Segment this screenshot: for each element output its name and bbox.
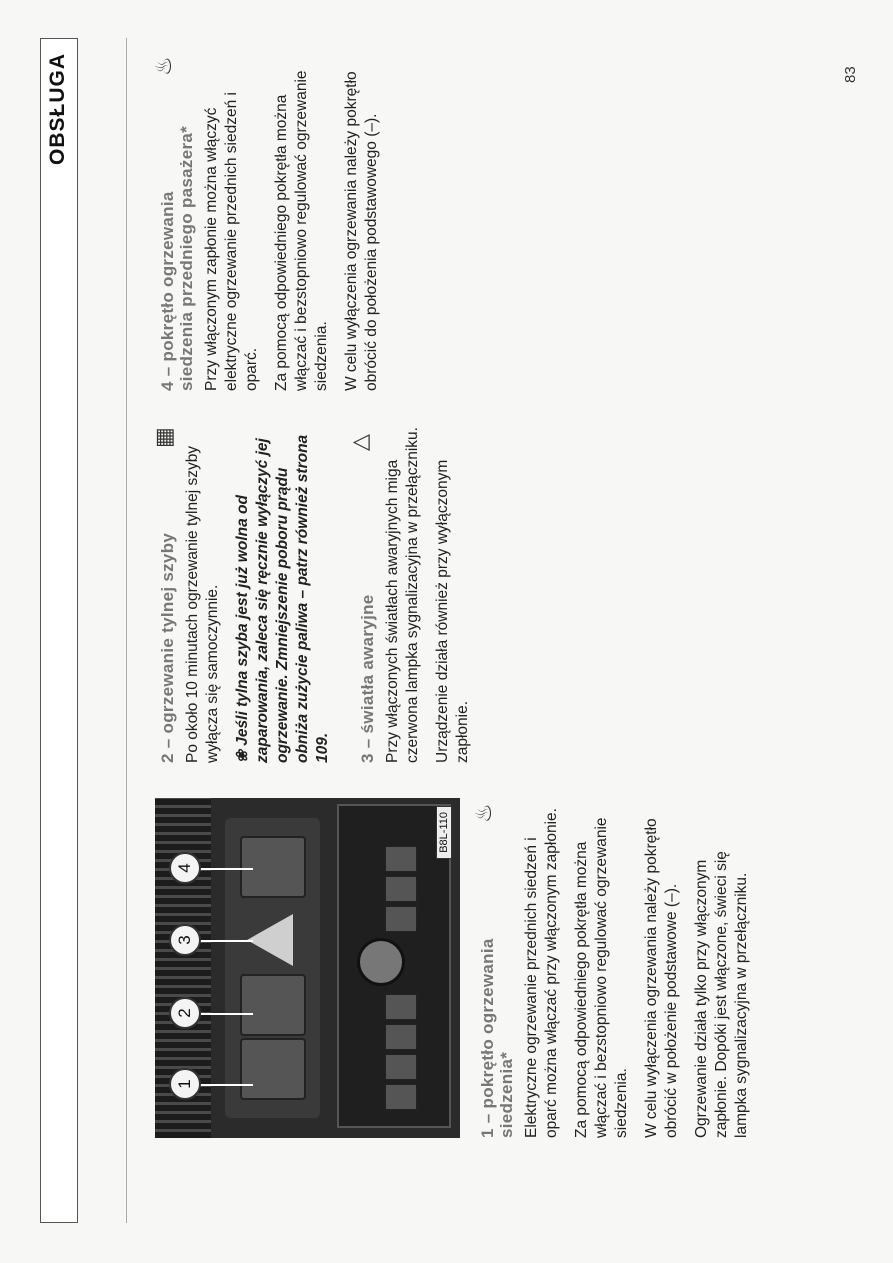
paragraph: Przy włączonym zapłonie można włączyć elektryczne ogrzewanie przednich siedzeń i oparć. [203, 92, 260, 391]
page-header [40, 38, 78, 1223]
seat-heat-switch-left [240, 1038, 306, 1100]
seat-heating-icon: ♨ [471, 803, 496, 823]
seat-heating-icon: ♨ [151, 56, 176, 76]
paragraph: Za pomocą odpowiedniego pokrętła można włączać i bezstopniowo regulować ogrzewanie siedzenia. [573, 817, 630, 1138]
paragraph: Po około 10 minutach ogrzewanie tylnej szyby wyłącza się samoczynnie. [184, 445, 221, 763]
section-2 [151, 423, 343, 763]
radio-key [385, 1084, 417, 1110]
note-text: Jeśli tylna szyba jest już wolna od zaparowania, zaleca się ręcznie wyłączyć jej ogrzewanie. Zmniejszenie poboru prądu obniża zużycie paliwa – patrz również strona 109. [234, 434, 331, 763]
radio-knob [357, 938, 405, 986]
paragraph: W celu wyłączenia ogrzewania należy pokrętło obrócić w położenie podstawowe (–). [643, 818, 680, 1138]
section-4 [151, 51, 392, 391]
divider [126, 38, 127, 1223]
paragraph: Za pomocą odpowiedniego pokrętła można włączać i bezstopniowo regulować ogrzewanie siedzenia. [273, 70, 330, 391]
section-1 [471, 798, 762, 1138]
page-number: 83 [842, 66, 859, 83]
section-heading: 4 – pokrętło ogrzewania siedzenia przedniego pasażera* [158, 125, 196, 391]
radio-key [385, 1054, 417, 1080]
leaf-icon: ❀ [234, 745, 251, 763]
section-heading: 2 – ogrzewanie tylnej szyby [158, 532, 177, 763]
header-title: OBSŁUGA [46, 53, 69, 165]
dashboard-photo [155, 798, 460, 1138]
paragraph: Urządzenie działa również przy wyłączonym zapłonie. [434, 459, 471, 763]
paragraph: Przy włączonych światłach awaryjnych miga czerwona lampka sygnalizacyjna w przełączniku. [384, 427, 421, 763]
callout-2: 2 [169, 997, 201, 1029]
hazard-switch [247, 914, 293, 966]
paragraph: W celu wyłączenia ogrzewania należy pokrętło obrócić do położenia podstawowego (–). [343, 71, 380, 391]
seat-heat-switch-right [240, 836, 306, 898]
section-heading: 1 – pokrętło ogrzewania siedzenia* [478, 938, 516, 1138]
radio-key [385, 906, 417, 932]
rear-window-heating-icon: ▦ [151, 427, 176, 448]
hazard-triangle-icon: △ [347, 434, 372, 451]
callout-1: 1 [169, 1068, 201, 1100]
environment-note [233, 423, 333, 763]
section-3 [347, 423, 483, 763]
paragraph: Elektryczne ogrzewanie przednich siedzeń i oparć można włączać przy włączonym zapłonie. [523, 808, 560, 1138]
callout-4: 4 [169, 852, 201, 884]
figure-tag: B8L-110 [436, 806, 452, 859]
radio-key [385, 1024, 417, 1050]
radio-key [385, 846, 417, 872]
callout-3: 3 [169, 924, 201, 956]
rear-window-switch [240, 974, 306, 1036]
paragraph: Ogrzewanie działa tylko przy włączonym zapłonie. Dopóki jest włączone, świeci się lampka sygnalizacyjna w przełączniku. [693, 851, 750, 1138]
radio-key [385, 876, 417, 902]
section-heading: 3 – światła awaryjne [358, 594, 377, 763]
radio-key [385, 994, 417, 1020]
